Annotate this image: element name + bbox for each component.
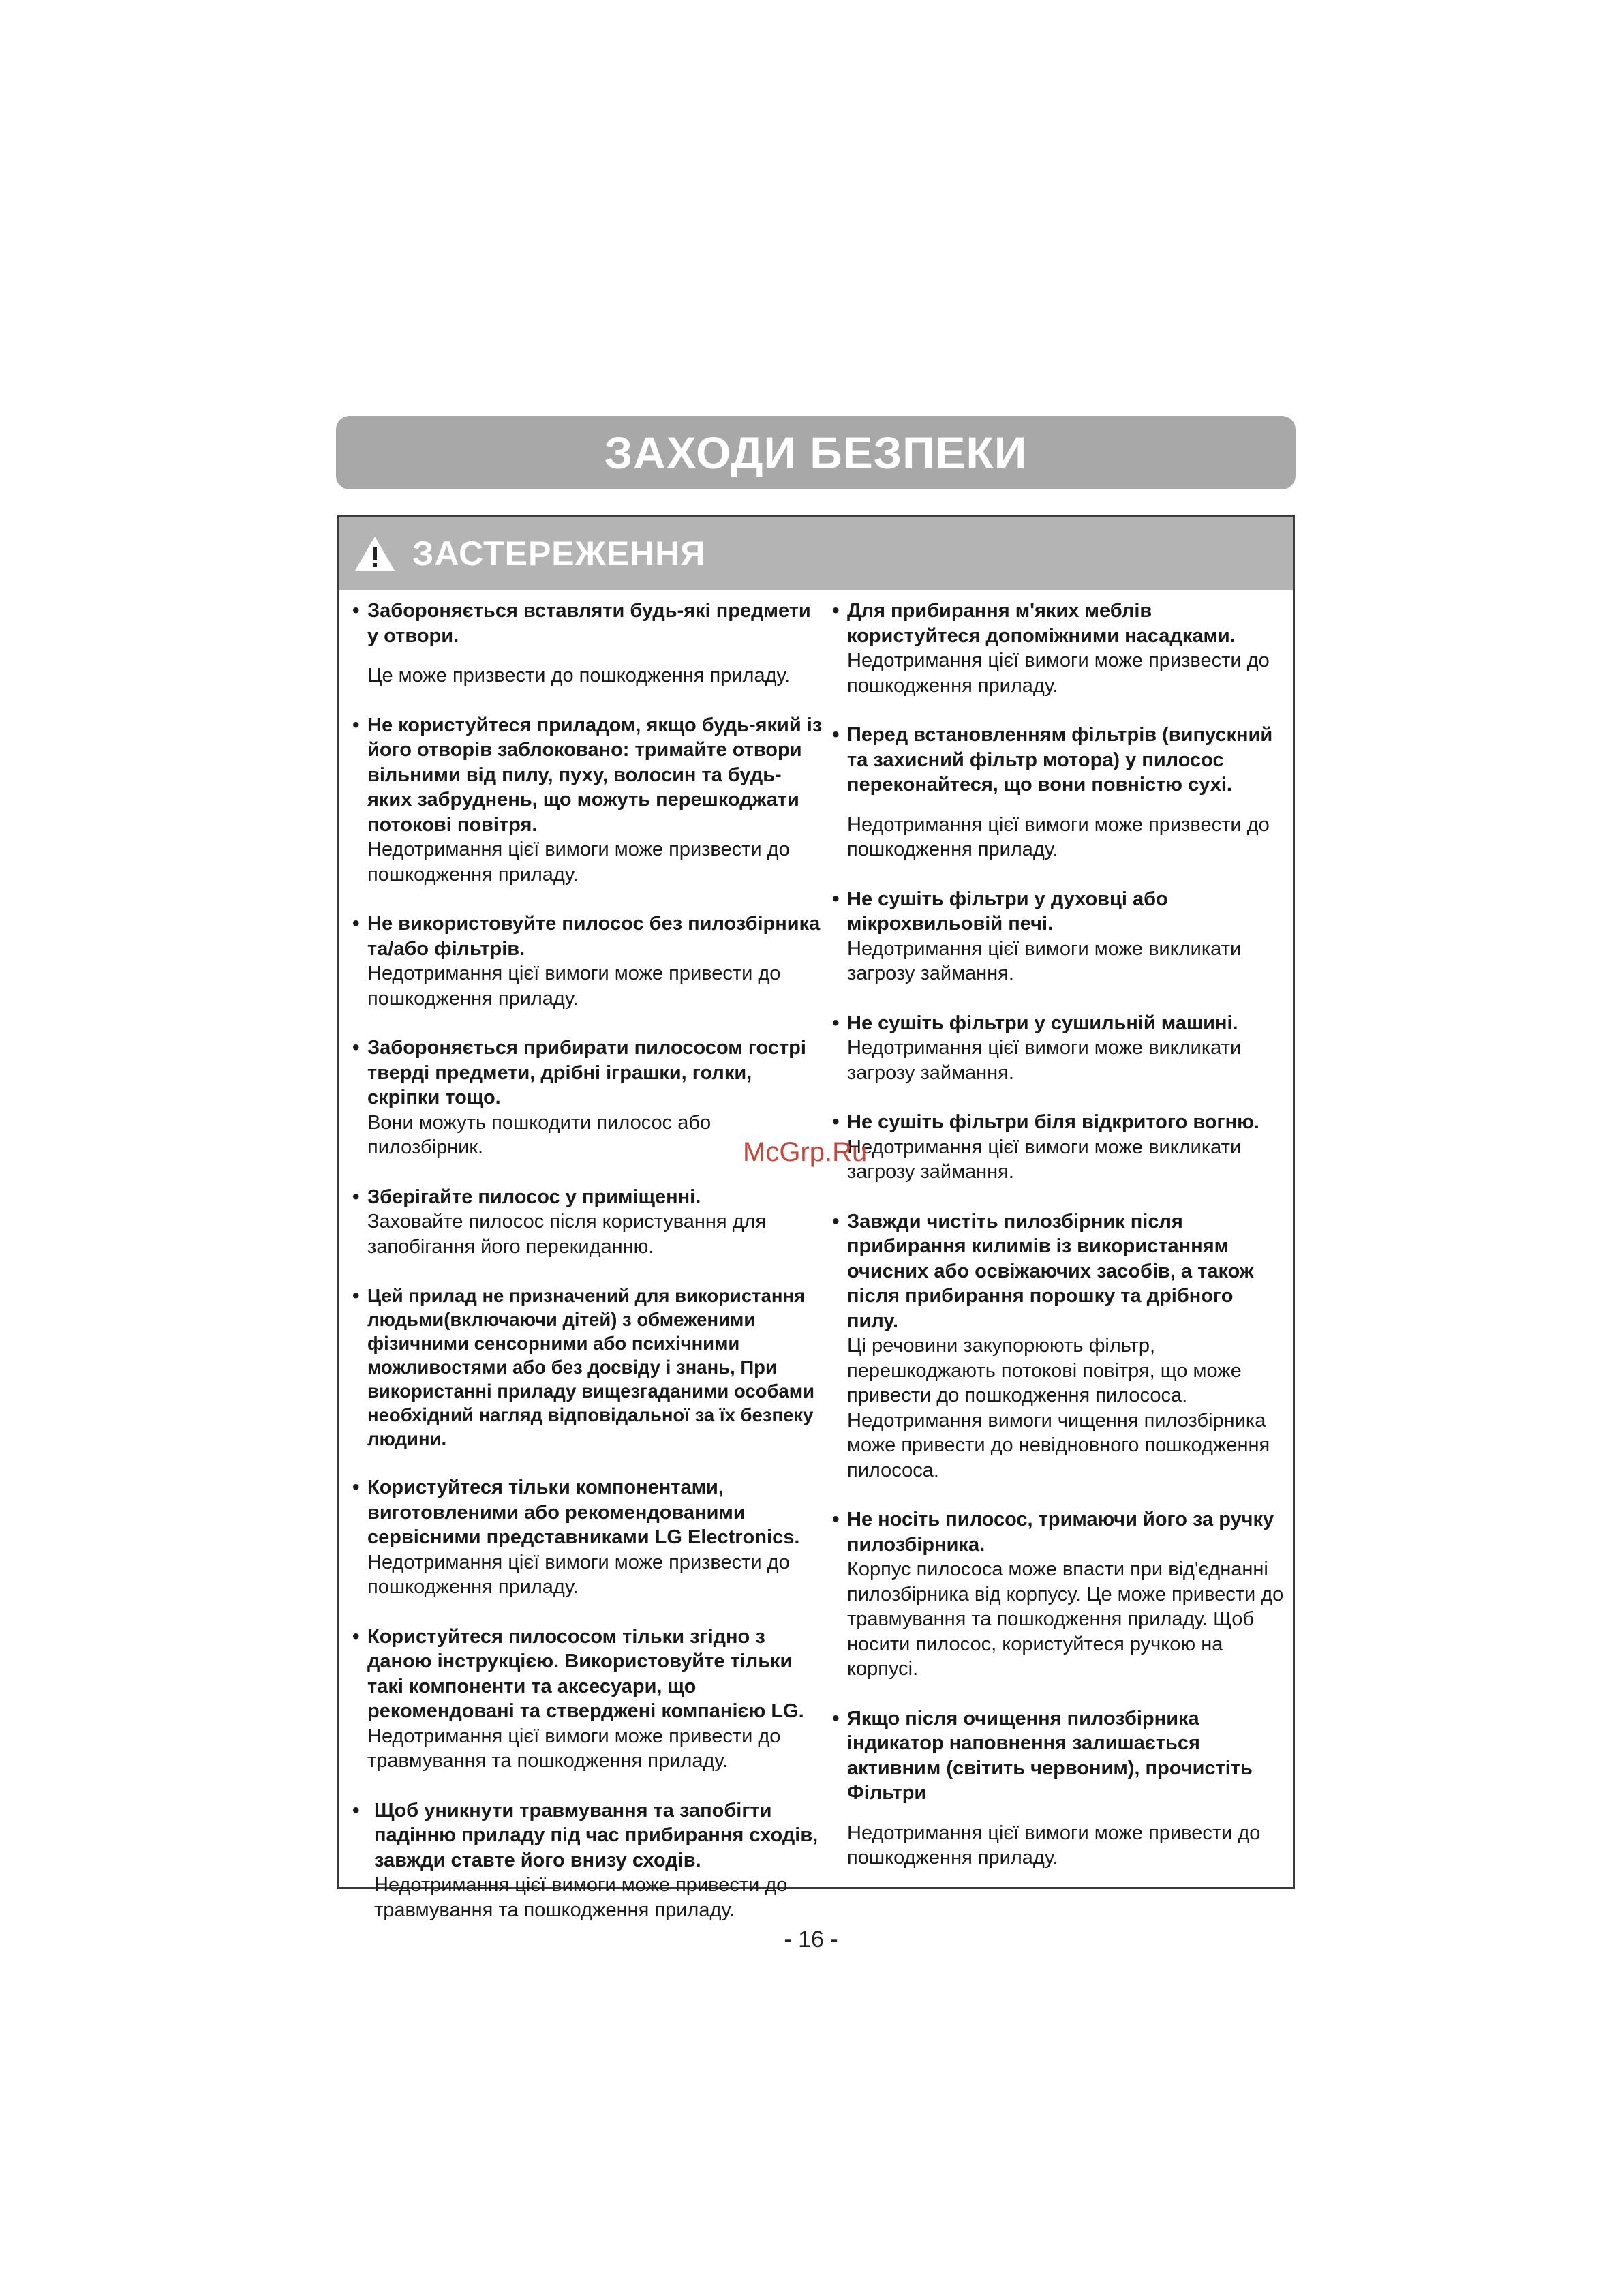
item-heading: • Забороняється прибирати пилососом гострі тверді предмети, дрібні іграшки, голки, скріпки тощо. xyxy=(367,1037,806,1108)
item-heading: • Щоб уникнути травмування та запобігти падінню приладу під час прибирання сходів, завжди ставте його внизу сходів. xyxy=(374,1799,818,1871)
item-body: Недотримання цієї вимоги може призвести до пошкодження приладу. xyxy=(847,650,1270,697)
item-heading: • Для прибирання м'яких меблів користуйтеся допоміжними насадками. xyxy=(847,600,1236,647)
item-body: Це може призвести до пошкодження приладу. xyxy=(367,665,791,686)
list-item xyxy=(352,1284,823,1451)
warning-header xyxy=(339,517,1293,590)
item-body: Недотримання цієї вимоги може привести до травмування та пошкодження приладу. xyxy=(367,1725,781,1772)
left-column xyxy=(352,599,823,1947)
watermark: McGrp.Ru xyxy=(743,1137,868,1167)
warning-frame xyxy=(337,515,1295,1921)
item-body: Недотримання цієї вимоги може привести до пошкодження приладу. xyxy=(367,963,781,1010)
right-column xyxy=(832,599,1287,1895)
list-item xyxy=(832,1507,1287,1682)
item-heading: • Якщо після очищення пилозбірника індикатор наповнення залишається активним (світить червоним), прочистіть Фільтри xyxy=(847,1707,1253,1804)
item-body: Недотримання цієї вимоги може привести до пошкодження приладу. xyxy=(847,1822,1261,1869)
item-heading: • Перед встановленням фільтрів (випускний та захисний фільтр мотора) у пилосос переконайтеся, що вони повністю сухі. xyxy=(847,724,1273,796)
item-body: Недотримання цієї вимоги може призвести до пошкодження приладу. xyxy=(367,1551,790,1598)
item-heading: • Не використовуйте пилосос без пилозбірника та/або фільтрів. xyxy=(367,913,821,960)
item-heading: • Користуйтеся тільки компонентами, виготовленими або рекомендованими сервісними представниками LG Electronics. xyxy=(367,1477,800,1548)
title-bar xyxy=(336,416,1296,489)
list-item xyxy=(352,1625,823,1774)
list-item xyxy=(832,1110,1287,1185)
list-item xyxy=(352,911,823,1011)
item-body: Вони можуть пошкодити пилосос або пилозбірник. xyxy=(367,1111,711,1158)
list-item xyxy=(352,1475,823,1600)
list-item xyxy=(832,887,1287,986)
item-heading: • Не сушіть фільтри у духовці або мікрохвильовій печі. xyxy=(847,888,1168,935)
list-item xyxy=(832,599,1287,698)
item-body: Заховайте пилосос після користування для запобігання його перекиданню. xyxy=(367,1211,767,1258)
page-title: ЗАХОДИ БЕЗПЕКИ xyxy=(604,427,1028,478)
item-heading: • Не носіть пилосос, тримаючи його за ручку пилозбірника. xyxy=(847,1509,1274,1556)
item-body: Недотримання цієї вимоги може викликати загрозу займання. xyxy=(847,1136,1242,1183)
item-heading: • Завжди чистіть пилозбірник після прибирання килимів із використанням очисних або освіжаючих засобів, а також після прибирання порошку та дрібного пилу. xyxy=(847,1210,1254,1332)
page-number: - 16 - xyxy=(784,1927,838,1952)
item-body: Корпус пилососа може впасти при від'єднанні пилозбірника від корпусу. Це може привести до травмування та пошкодження приладу. Щоб носити пилосос, користуйтеся ручкою на корпусі. xyxy=(847,1558,1284,1680)
item-body: Ці речовини закупорюють фільтр, перешкоджають потокові повітря, що може привести до пошкодження пилососа. Недотримання вимоги чищення пилозбірника може привести до невідновного пошкодження пилососа. xyxy=(847,1335,1270,1481)
item-body: Недотримання цієї вимоги може привести до травмування та пошкодження приладу. xyxy=(374,1874,788,1921)
item-heading: • Користуйтеся пилососом тільки згідно з даною інструкцією. Використовуйте тільки такі компоненти та аксесуари, що рекомендовані та стверджені компанією LG. xyxy=(367,1625,804,1722)
list-item xyxy=(832,1209,1287,1483)
item-heading: • Забороняється вставляти будь-які предмети у отвори. xyxy=(367,600,811,647)
list-item xyxy=(832,1706,1287,1871)
item-heading: • Не сушіть фільтри біля відкритого вогню. xyxy=(847,1111,1259,1133)
list-item xyxy=(832,723,1287,862)
item-body: Недотримання цієї вимоги може викликати загрозу займання. xyxy=(847,1037,1242,1084)
list-item xyxy=(352,1185,823,1260)
list-item xyxy=(352,599,823,689)
list-item xyxy=(832,1011,1287,1086)
item-body: Недотримання цієї вимоги може призвести до пошкодження приладу. xyxy=(367,839,790,886)
warning-heading: ЗАСТЕРЕЖЕННЯ xyxy=(412,534,706,573)
item-heading: • Зберігайте пилосос у приміщенні. xyxy=(367,1185,701,1208)
item-body: Недотримання цієї вимоги може призвести до пошкодження приладу. xyxy=(847,813,1270,860)
item-body: Недотримання цієї вимоги може викликати загрозу займання. xyxy=(847,937,1242,984)
warning-triangle-icon xyxy=(354,535,396,572)
item-heading: • Цей прилад не призначений для використання людьми(включаючи дітей) з обмеженими фізичними сенсорними або психічними можливостями або без досвіду і знань, При використанні приладу вищезгаданими особами необхідний нагляд відповідальної за їх безпеку людини. xyxy=(367,1285,815,1449)
list-item xyxy=(352,713,823,888)
item-heading: • Не сушіть фільтри у сушильній машині. xyxy=(847,1012,1238,1034)
list-item xyxy=(352,1798,823,1923)
item-heading: • Не користуйтеся приладом, якщо будь-який із його отворів заблоковано: тримайте отвори вільними від пилу, пуху, волосин та будь-яких забруднень, що можуть перешкоджати потокові повітря. xyxy=(367,714,823,836)
